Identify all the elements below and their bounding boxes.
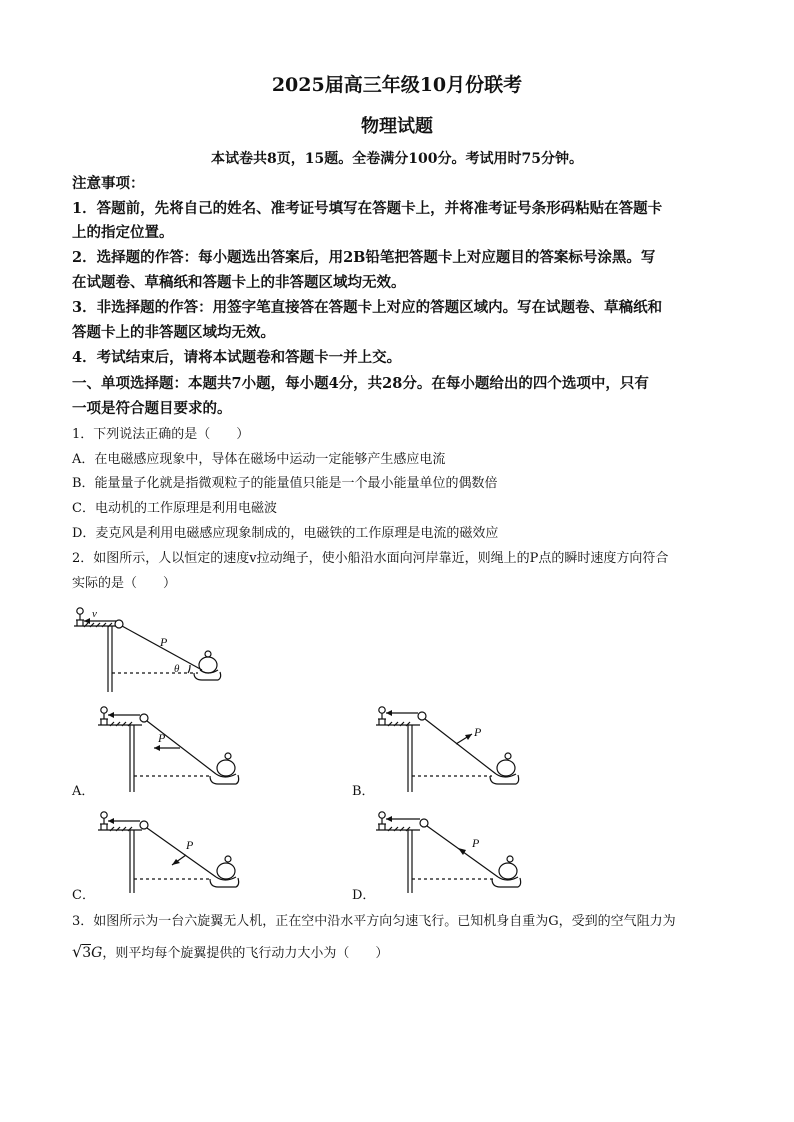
q2-figure-d: [372, 805, 542, 897]
q1-option-c: C．电动机的工作原理是利用电磁波: [72, 501, 277, 516]
q1-option-a: A．在电磁感应现象中，导体在磁场中运动一定能够产生感应电流: [72, 452, 446, 467]
section-1-line-1: 一、单项选择题：本题共7小题，每小题4分，共28分。在每小题给出的四个选项中，只有: [72, 375, 649, 392]
q2-figure-b: [372, 700, 542, 800]
q3-stem-line-2: [72, 942, 388, 961]
q2-figure-c: [94, 805, 264, 897]
q2-figure-a-p-label: P: [158, 731, 166, 745]
q3-stem-line-2-rest: ，则平均每个旋翼提供的飞行动力大小为（ ）: [102, 946, 389, 961]
exam-title: 2025届高三年级10月份联考: [271, 74, 523, 96]
q2-option-c-label[interactable]: C．: [72, 888, 95, 903]
exam-subtitle: 物理试题: [361, 116, 433, 137]
q2-figure-c-p-label: P: [186, 838, 194, 852]
q2-main-v-label: v: [92, 608, 97, 620]
q3-g-symbol: G: [91, 945, 103, 961]
q2-option-d-label[interactable]: D．: [352, 888, 376, 903]
q1-option-b: B．能量量子化就是指微观粒子的能量值只能是一个最小能量单位的偶数倍: [72, 476, 498, 491]
q3-stem-line-1: 3．如图所示为一台六旋翼无人机，正在空中沿水平方向匀速飞行。已知机身自重为G，受到的空气阻力为: [72, 914, 676, 929]
q2-figure-a: [94, 700, 264, 800]
q2-figure-b-p-label: P: [474, 725, 482, 739]
note-4: 4．考试结束后，请将本试题卷和答题卡一并上交。: [72, 349, 402, 366]
q2-option-b-label[interactable]: B．: [352, 784, 375, 799]
q2-main-figure: [70, 600, 230, 692]
section-1-line-2: 一项是符合题目要求的。: [72, 400, 232, 417]
q1-option-d: D．麦克风是利用电磁感应现象制成的，电磁铁的工作原理是电流的磁效应: [72, 526, 499, 541]
note-1-line-1: 1．答题前，先将自己的姓名、准考证号填写在答题卡上，并将准考证号条形码粘贴在答题卡: [72, 200, 663, 217]
sqrt-symbol: √: [72, 942, 83, 961]
q2-figure-d-p-label: P: [472, 836, 480, 850]
q2-option-a-label[interactable]: A．: [72, 784, 95, 799]
sqrt-radicand: 3: [82, 945, 92, 961]
q1-stem: 1．下列说法正确的是（ ）: [72, 427, 250, 442]
q2-main-theta-label: θ: [174, 663, 180, 675]
q2-stem-line-2: 实际的是（ ）: [72, 576, 177, 591]
q2-main-p-label: P: [160, 635, 168, 649]
note-2-line-1: 2．选择题的作答：每小题选出答案后，用2B铅笔把答题卡上对应题目的答案标号涂黑。写: [72, 249, 656, 266]
note-3-line-2: 答题卡上的非答题区域均无效。: [72, 324, 275, 341]
exam-info: 本试卷共8页，15题。全卷满分100分。考试用时75分钟。: [211, 151, 583, 167]
q2-stem-line-1: 2．如图所示，人以恒定的速度v拉动绳子，使小船沿水面向河岸靠近，则绳上的P点的瞬时速度方向符合: [72, 551, 669, 566]
note-3-line-1: 3．非选择题的作答：用签字笔直接答在答题卡上对应的答题区域内。写在试题卷、草稿纸和: [72, 299, 663, 316]
note-1-line-2: 上的指定位置。: [72, 224, 174, 241]
note-2-line-2: 在试题卷、草稿纸和答题卡上的非答题区域均无效。: [72, 274, 406, 291]
notes-heading: 注意事项：: [72, 175, 145, 192]
